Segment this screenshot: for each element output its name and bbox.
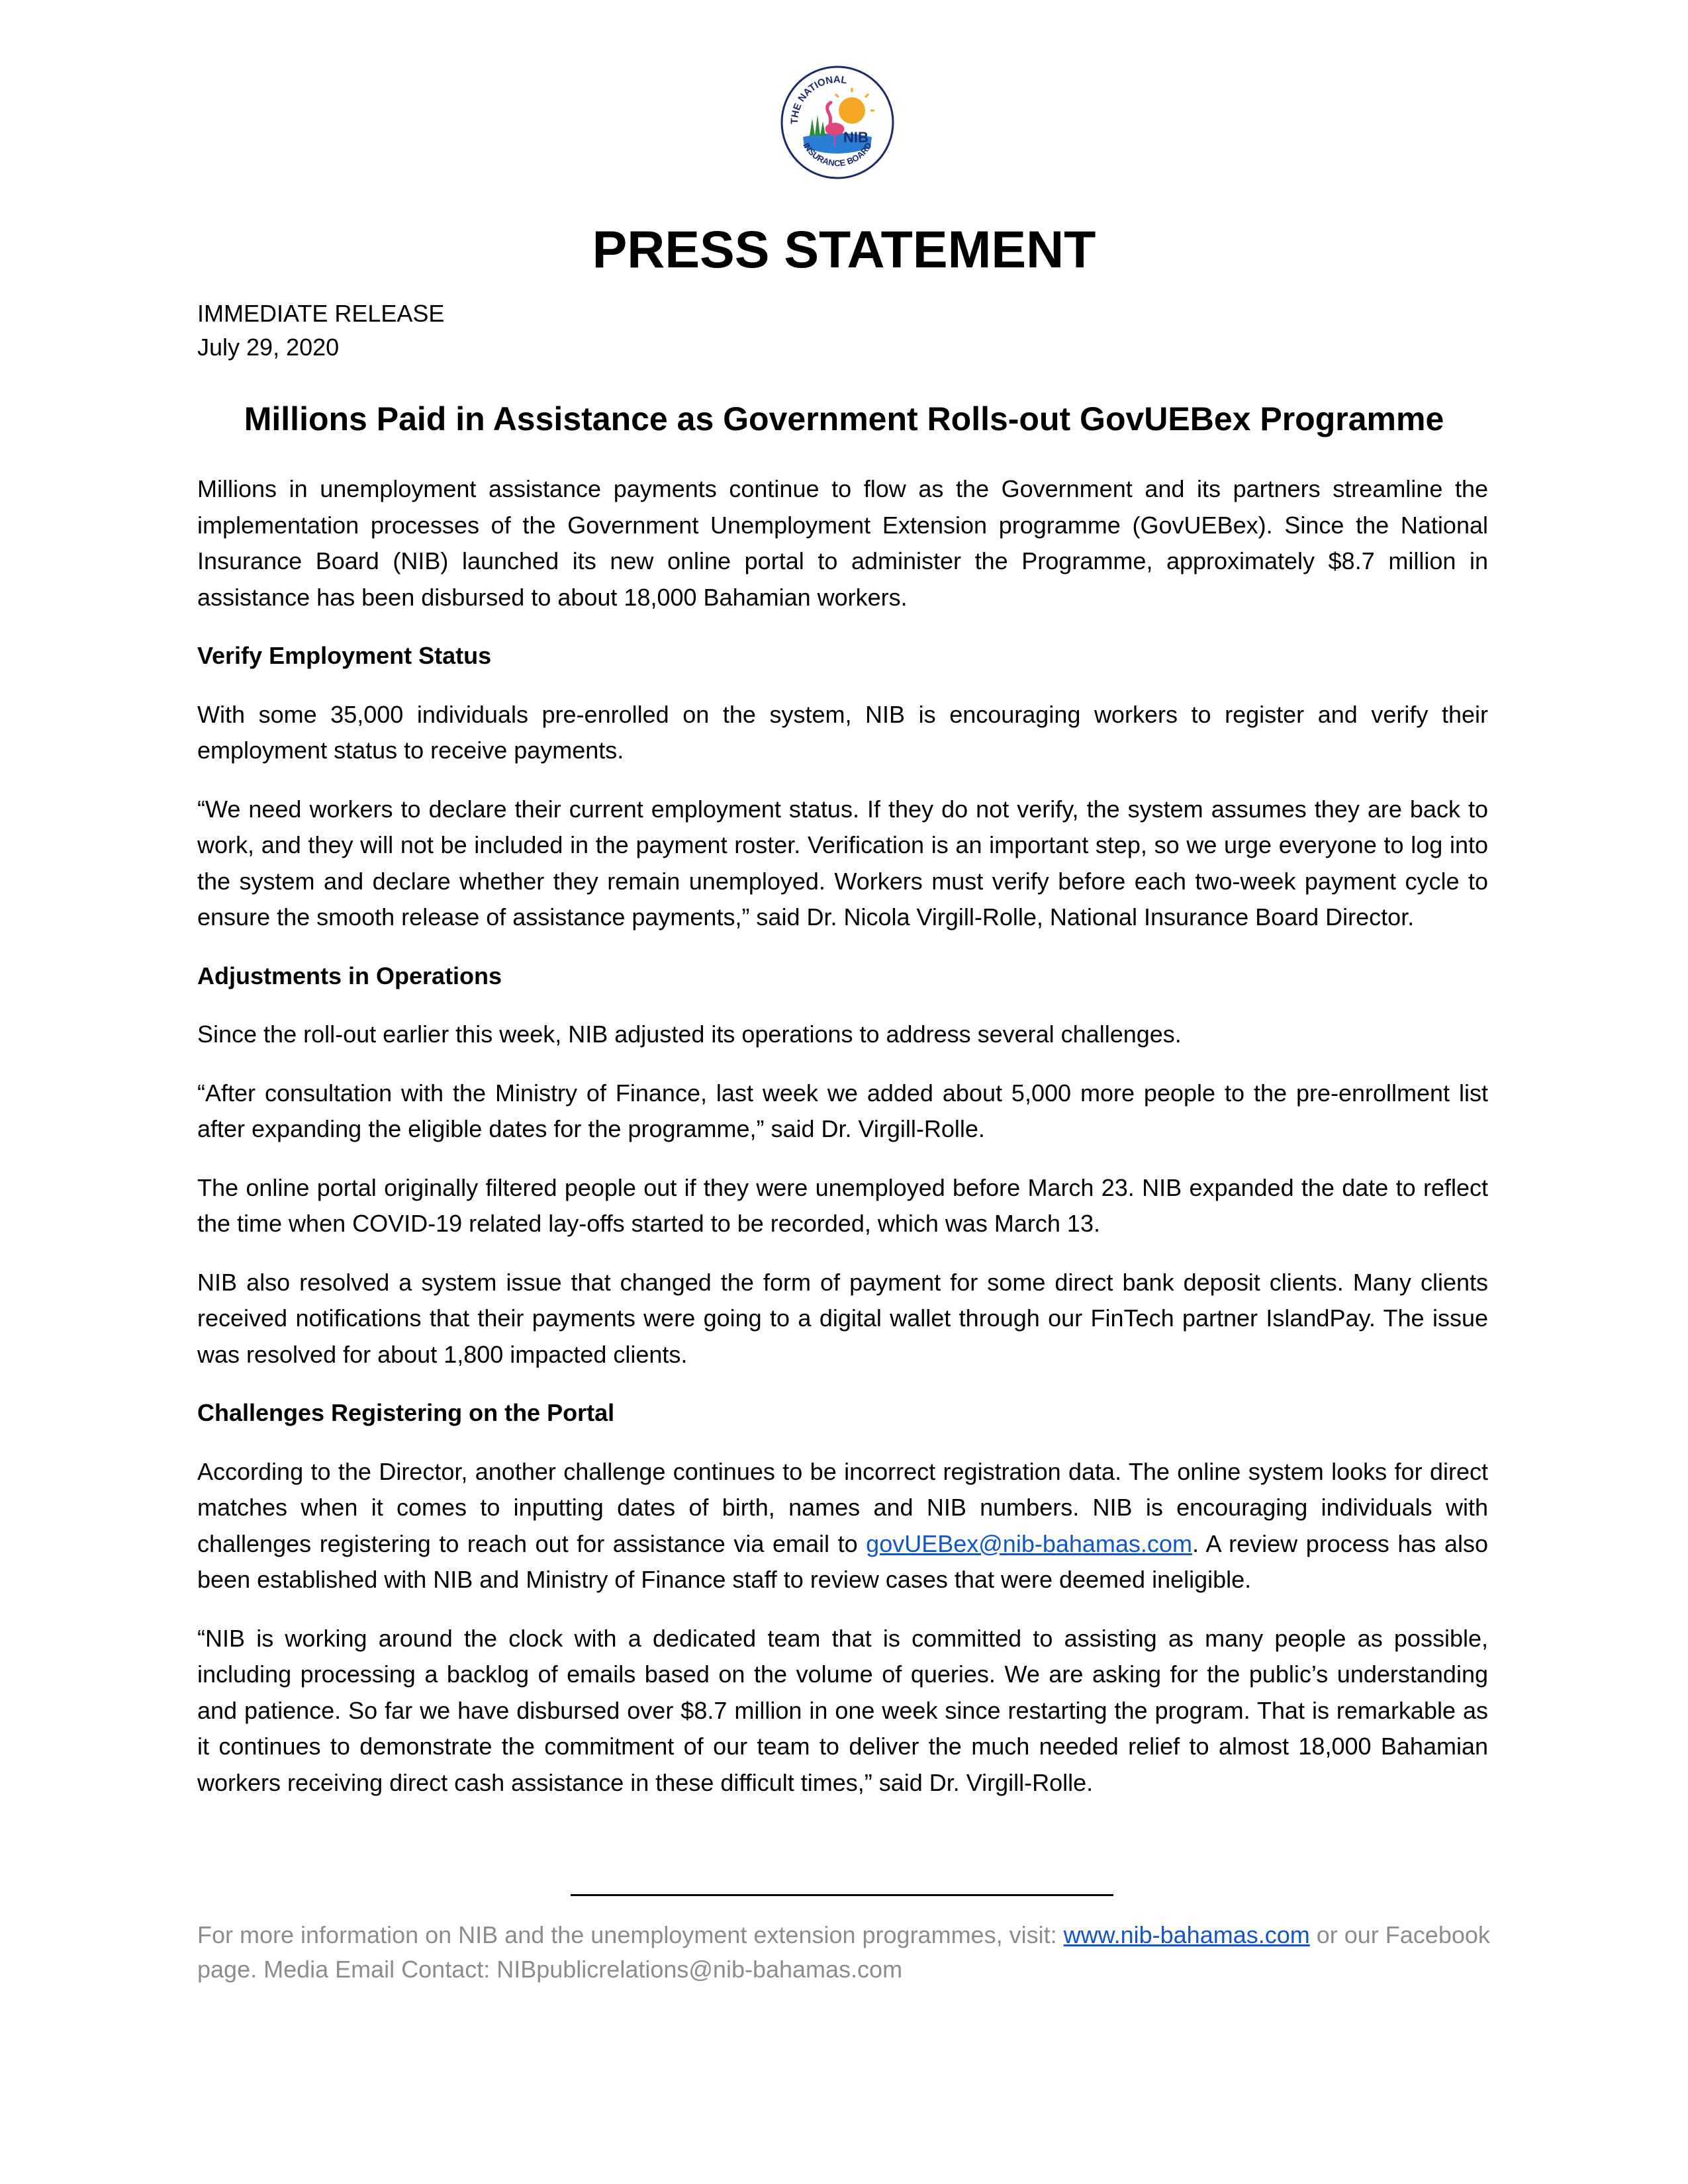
section-heading-verify: Verify Employment Status bbox=[197, 642, 492, 669]
paragraph-portal-dates: The online portal originally filtered people out if they were unemployed before March 23. NIB expanded the date to reflect the time when COVID-19 related lay-offs started to be recorded, which was March 13. bbox=[197, 1173, 1488, 1237]
release-info bbox=[197, 296, 444, 364]
paragraph-system-issue: NIB also resolved a system issue that changed the form of payment for some direct bank deposit clients. Many clients received notifications that their payments were going to a digital wallet through our FinTech partner IslandPay. The issue was resolved for about 1,800 impacted clients. bbox=[197, 1268, 1488, 1368]
release-date: July 29, 2020 bbox=[197, 334, 340, 361]
footer-divider bbox=[571, 1894, 1113, 1896]
section-heading-challenges: Challenges Registering on the Portal bbox=[197, 1399, 615, 1426]
footer-text-before: For more information on NIB and the unemployment extension programmes, visit: bbox=[197, 1921, 1064, 1948]
section-heading-adjustments: Adjustments in Operations bbox=[197, 962, 502, 989]
logo-top-text: THE NATIONAL bbox=[788, 73, 848, 124]
paragraph-intro: Millions in unemployment assistance payments continue to flow as the Government and its partners streamline the implementation processes of the Government Unemployment Extension programme (GovUEBex). Since the National Insurance Board (NIB) launched its new online portal to administer the Programme, approximately $8.7 million in assistance has been disbursed to about 18,000 Bahamian workers. bbox=[197, 475, 1488, 611]
headline: Millions Paid in Assistance as Government Rolls-out GovUEBex Programme bbox=[244, 400, 1444, 437]
govuebex-email-link[interactable]: govUEBex@nib-bahamas.com bbox=[866, 1529, 1192, 1557]
footer-contact bbox=[197, 1918, 1495, 1987]
sun-icon bbox=[839, 97, 865, 124]
website-link[interactable]: www.nib-bahamas.com bbox=[1063, 1921, 1310, 1948]
paragraph-quote-finance: “After consultation with the Ministry of Finance, last week we added about 5,000 more people to the pre-enrollment list after expanding the eligible dates for the programme,” said Dr. Virgill-Rolle. bbox=[197, 1079, 1488, 1142]
paragraph-rollout: Since the roll-out earlier this week, NIB adjusted its operations to address several challenges. bbox=[197, 1021, 1182, 1048]
registration-text-after: . A review process has also been established with NIB and Ministry of Finance staff to review cases that were deemed ineligible. bbox=[197, 1529, 1488, 1593]
nib-logo bbox=[778, 63, 897, 182]
footer-text-after: or our Facebook page. Media Email Contact: NIBpublicrelations@nib-bahamas.com bbox=[197, 1921, 1490, 1983]
press-statement-title: PRESS STATEMENT bbox=[592, 220, 1096, 279]
logo-center-text: NIB bbox=[843, 129, 868, 146]
registration-text-before: According to the Director, another challenge continues to be incorrect registration data. The online system looks for direct matches when it comes to inputting dates of birth, names and NIB numbers. NIB is encouraging individuals with challenges registering to reach out for assistance via email to bbox=[197, 1457, 1488, 1557]
logo-bottom-text: INSURANCE BOARD bbox=[801, 140, 874, 169]
release-type: IMMEDIATE RELEASE bbox=[197, 300, 445, 327]
paragraph-quote-verify: “We need workers to declare their current employment status. If they do not verify, the system assumes they are back to work, and they will not be included in the payment roster. Verification is an important step, so we urge everyone to log into the system and declare whether they remain unemployed. Workers must verify before each two-week payment cycle to ensure the smooth release of assistance payments,” said Dr. Nicola Virgill-Rolle, National Insurance Board Director. bbox=[197, 795, 1488, 931]
paragraph-quote-closing: “NIB is working around the clock with a dedicated team that is committed to assisting as many people as possible, including processing a backlog of emails based on the volume of queries. We are asking for the public’s understanding and patience. So far we have disbursed over $8.7 million in one week since restarting the program. That is remarkable as it continues to demonstrate the commitment of our team to deliver the much needed relief to almost 18,000 Bahamian workers receiving direct cash assistance in these difficult times,” said Dr. Virgill-Rolle. bbox=[197, 1624, 1488, 1796]
paragraph-enrolled: With some 35,000 individuals pre-enrolled on the system, NIB is encouraging workers to register and verify their employment status to receive payments. bbox=[197, 700, 1488, 764]
article-body bbox=[197, 471, 1488, 1823]
paragraph-registration bbox=[197, 1454, 1488, 1598]
